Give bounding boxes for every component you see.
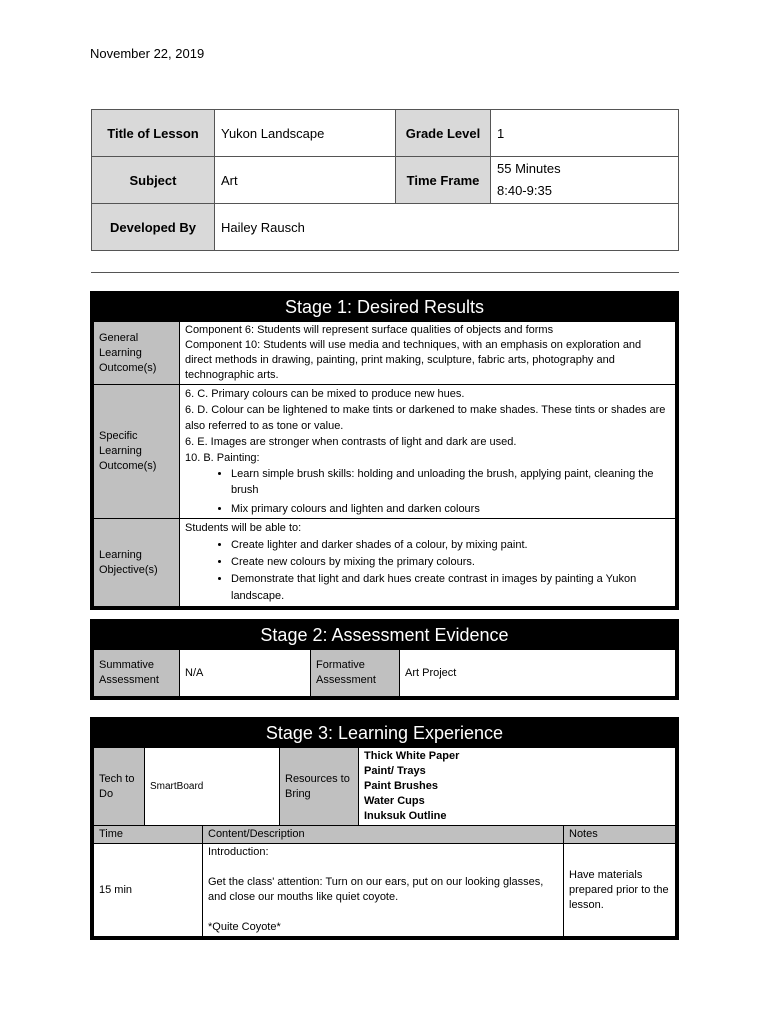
stage-2-table xyxy=(93,649,676,697)
resource-item: Thick White Paper xyxy=(364,750,460,762)
developed-by-label: Developed By xyxy=(92,204,215,251)
time-frame-label: Time Frame xyxy=(396,157,491,204)
stage-3-schedule-table xyxy=(93,825,676,937)
row-notes: Have materials prepared prior to the lesson. xyxy=(564,844,676,937)
resource-item: Inuksuk Outline xyxy=(364,810,447,822)
resource-item: Paint Brushes xyxy=(364,780,438,792)
glo-item: Component 10: Students will use media and techniques, with an emphasis on exploration and direct methods in drawing, painting, print making, sculpture, fabric arts, photography and technographic arts. xyxy=(185,339,642,381)
summative-value: N/A xyxy=(180,650,311,697)
table-row xyxy=(94,844,676,937)
col-time-header: Time xyxy=(94,826,203,844)
objective-label: Learning Objective(s) xyxy=(94,519,180,607)
resources-label: Resources to Bring xyxy=(280,748,359,826)
developed-by-value: Hailey Rausch xyxy=(215,204,679,251)
stage-2-section xyxy=(90,619,679,700)
title-label: Title of Lesson xyxy=(92,110,215,157)
objective-bullet: • Demonstrate that light and dark hues create contrast in images by painting a Yukon landscape. xyxy=(231,571,670,605)
time-frame-range: 8:40-9:35 xyxy=(497,183,552,198)
row-text: Get the class' attention: Turn on our ears, put on our looking glasses, and close our mouths like quiet coyote. xyxy=(208,876,544,903)
title-value: Yukon Landscape xyxy=(215,110,396,157)
resource-item: Paint/ Trays xyxy=(364,765,426,777)
objective-bullet: • Create lighter and darker shades of a colour, by mixing paint. xyxy=(231,537,670,554)
row-note-text: *Quite Coyote* xyxy=(208,921,281,933)
objective-content xyxy=(180,519,676,607)
row-content xyxy=(203,844,564,937)
slo-item: 6. E. Images are stronger when contrasts of light and dark are used. xyxy=(185,436,517,448)
glo-item: Component 6: Students will represent surface qualities of objects and forms xyxy=(185,324,554,336)
slo-item: 6. C. Primary colours can be mixed to produce new hues. xyxy=(185,388,465,400)
stage-1-table xyxy=(93,321,676,607)
formative-label: Formative Assessment xyxy=(311,650,400,697)
slo-bullet: • Learn simple brush skills: holding and unloading the brush, applying paint, cleaning the brush xyxy=(231,466,670,498)
formative-value: Art Project xyxy=(400,650,676,697)
time-frame-duration: 55 Minutes xyxy=(497,161,561,176)
col-content-header: Content/Description xyxy=(203,826,564,844)
tech-label: Tech to Do xyxy=(94,748,145,826)
stage-3-section xyxy=(90,717,679,940)
glo-label: General Learning Outcome(s) xyxy=(94,322,180,385)
subject-label: Subject xyxy=(92,157,215,204)
tech-value: SmartBoard xyxy=(145,748,280,826)
resources-list xyxy=(359,748,676,826)
stage-1-title: Stage 1: Desired Results xyxy=(284,297,485,317)
objective-bullet-list xyxy=(185,537,670,605)
grade-label: Grade Level xyxy=(396,110,491,157)
lesson-header-table xyxy=(91,109,679,251)
subject-value: Art xyxy=(215,157,396,204)
stage-2-title: Stage 2: Assessment Evidence xyxy=(260,625,509,645)
slo-bullet: • Mix primary colours and lighten and darken colours xyxy=(231,501,670,517)
summative-label: Summative Assessment xyxy=(94,650,180,697)
col-notes-header: Notes xyxy=(564,826,676,844)
slo-bullet-list xyxy=(185,466,670,517)
grade-value: 1 xyxy=(491,110,679,157)
document-date: November 22, 2019 xyxy=(90,46,205,61)
slo-item: 10. B. Painting: xyxy=(185,452,260,464)
time-frame-value xyxy=(491,157,679,204)
glo-content xyxy=(180,322,676,385)
objective-bullet: • Create new colours by mixing the primary colours. xyxy=(231,554,670,571)
objective-intro: Students will be able to: xyxy=(185,522,302,534)
row-heading: Introduction: xyxy=(208,846,269,858)
slo-label: Specific Learning Outcome(s) xyxy=(94,385,180,519)
divider-line xyxy=(91,272,679,273)
row-time: 15 min xyxy=(94,844,203,937)
slo-content xyxy=(180,385,676,519)
resource-item: Water Cups xyxy=(364,795,425,807)
stage-3-title: Stage 3: Learning Experience xyxy=(265,723,504,743)
slo-item: 6. D. Colour can be lightened to make tints or darkened to make shades. These tints or shades are also referred to as tone or value. xyxy=(185,404,666,432)
stage-1-section xyxy=(90,291,679,610)
stage-3-resources-table xyxy=(93,747,676,826)
